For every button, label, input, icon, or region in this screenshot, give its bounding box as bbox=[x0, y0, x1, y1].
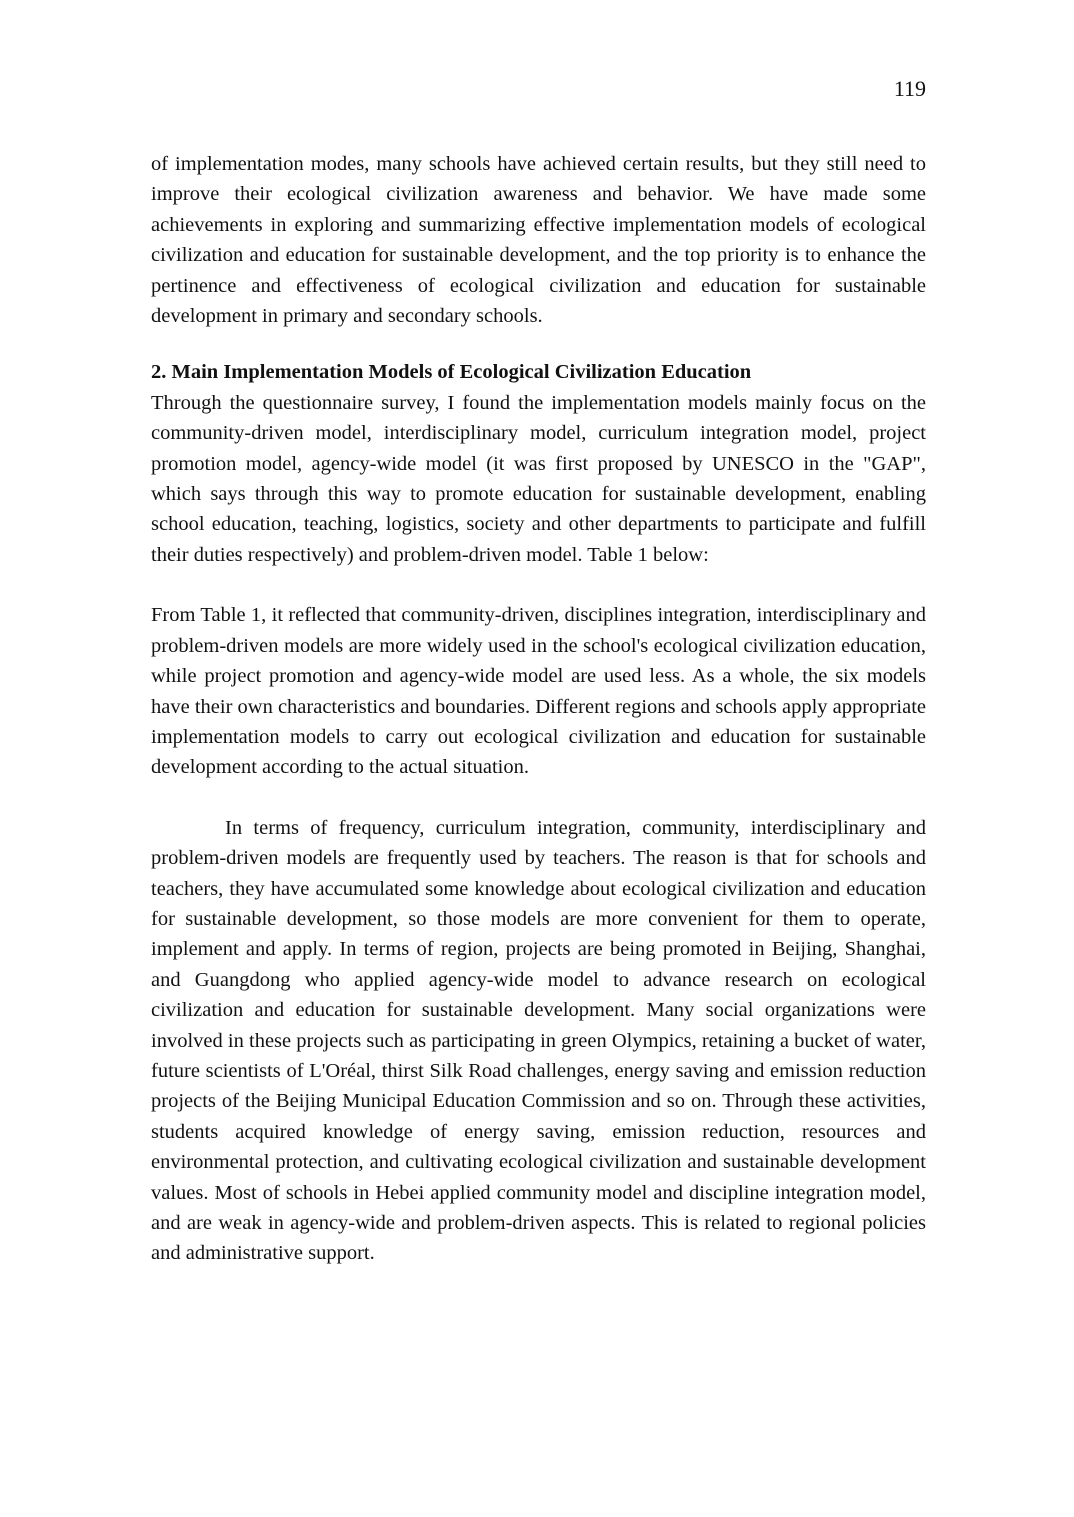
paragraph-table-reflection: From Table 1, it reflected that community-driven, disciplines integration, interdisciplinary and problem-driven models are more widely used in the school's ecological civilization education, while project promotion and agency-wide model are used less. As a whole, the six models have their own characteristics and boundaries. Different regions and schools apply appropriate implementation models to carry out ecological civilization and education for sustainable development according to the actual situation. bbox=[151, 604, 926, 779]
page-number: 119 bbox=[893, 76, 926, 101]
paragraph-frequency-region: In terms of frequency, curriculum integration, community, interdisciplinary and problem-driven models are frequently used by teachers. The reason is that for schools and teachers, they have accumulated some knowledge about ecological civilization and education for sustainable development, so those models are more convenient for them to operate, implement and apply. In terms of region, projects are being promoted in Beijing, Shanghai, and Guangdong who applied agency-wide model to advance research on ecological civilization and education for sustainable development. Many social organizations were involved in these projects such as participating in green Olympics, retaining a bucket of water, future scientists of L'Oréal, thirst Silk Road challenges, energy saving and emission reduction projects of the Beijing Municipal Education Commission and so on. Through these activities, students acquired knowledge of energy saving, emission reduction, resources and environmental protection, and cultivating ecological civilization and sustainable development values. Most of schools in Hebei applied community model and discipline integration model, and are weak in agency-wide and problem-driven aspects. This is related to regional policies and administrative support. bbox=[151, 816, 926, 1265]
document-body bbox=[151, 149, 926, 1269]
section-heading: 2. Main Implementation Models of Ecological Civilization Education bbox=[151, 361, 752, 384]
paragraph-intro-continuation: of implementation modes, many schools have achieved certain results, but they still need to improve their ecological civilization awareness and behavior. We have made some achievements in exploring and summarizing effective implementation models of ecological civilization and education for sustainable development, and the top priority is to enhance the pertinence and effectiveness of ecological civilization and education for sustainable development in primary and secondary schools. bbox=[151, 153, 926, 328]
paragraph-survey-findings: Through the questionnaire survey, I found the implementation models mainly focus on the community-driven model, interdisciplinary model, curriculum integration model, project promotion model, agency-wide model (it was first proposed by UNESCO in the "GAP", which says through this way to promote education for sustainable development, enabling school education, teaching, logistics, society and other departments to participate and fulfill their duties respectively) and problem-driven model. Table 1 below: bbox=[151, 391, 926, 566]
